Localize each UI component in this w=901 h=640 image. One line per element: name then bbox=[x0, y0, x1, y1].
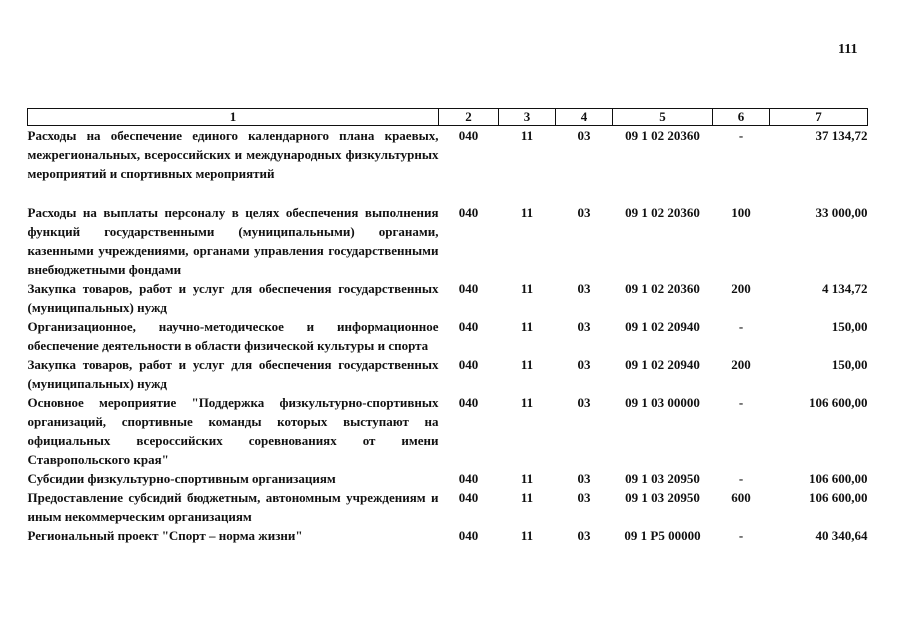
header-row bbox=[28, 109, 868, 126]
row-col-2: 040 bbox=[458, 205, 479, 220]
col-header-7: 7 bbox=[770, 109, 868, 126]
row-col-4: 03 bbox=[577, 395, 591, 410]
row-col-3: 11 bbox=[520, 205, 534, 220]
row-col-6: 100 bbox=[731, 205, 751, 220]
row-amount: 37 134,72 bbox=[815, 128, 868, 143]
table-row bbox=[28, 355, 868, 393]
row-description: Региональный проект "Спорт – норма жизни" bbox=[27, 528, 303, 543]
row-description: Закупка товаров, работ и услуг для обеспечения государственных (муниципальных) нужд bbox=[27, 357, 439, 391]
row-col-4: 03 bbox=[577, 357, 591, 372]
row-amount: 106 600,00 bbox=[809, 395, 868, 410]
row-amount: 40 340,64 bbox=[815, 528, 868, 543]
row-col-6: - bbox=[738, 528, 744, 543]
row-col-5: 09 1 02 20360 bbox=[625, 281, 700, 296]
row-description: Субсидии физкультурно-спортивным организациям bbox=[27, 471, 336, 486]
col-header-3: 3 bbox=[499, 109, 556, 126]
row-col-3: 11 bbox=[520, 357, 534, 372]
row-col-6: 200 bbox=[731, 357, 751, 372]
row-description: Расходы на обеспечение единого календарного плана краевых, межрегиональных, всероссийских и международных физкультурных мероприятий и спортивных мероприятий bbox=[27, 128, 439, 181]
row-col-2: 040 bbox=[458, 128, 479, 143]
row-col-2: 040 bbox=[458, 281, 479, 296]
row-col-3: 11 bbox=[520, 528, 534, 543]
row-col-6: 200 bbox=[731, 281, 751, 296]
table-row bbox=[28, 393, 868, 469]
row-description: Основное мероприятие "Поддержка физкультурно-спортивных организаций, спортивные команды которых выступают на официальных всероссийских соревнованиях от имени Ставропольского края" bbox=[27, 395, 439, 467]
table-row bbox=[28, 488, 868, 526]
row-col-5: 09 1 03 20950 bbox=[625, 471, 700, 486]
row-col-6: 600 bbox=[731, 490, 751, 505]
row-col-5: 09 1 P5 00000 bbox=[624, 528, 701, 543]
row-amount: 106 600,00 bbox=[809, 471, 868, 486]
row-col-4: 03 bbox=[577, 471, 591, 486]
row-col-6: - bbox=[738, 319, 744, 334]
col-header-1: 1 bbox=[28, 109, 439, 126]
table-row bbox=[28, 126, 868, 204]
row-col-2: 040 bbox=[458, 490, 479, 505]
row-col-5: 09 1 02 20360 bbox=[625, 128, 700, 143]
row-col-2: 040 bbox=[458, 528, 479, 543]
col-header-5: 5 bbox=[613, 109, 713, 126]
row-col-5: 09 1 03 00000 bbox=[625, 395, 700, 410]
row-amount: 106 600,00 bbox=[809, 490, 868, 505]
row-col-3: 11 bbox=[520, 319, 534, 334]
row-col-4: 03 bbox=[577, 490, 591, 505]
table-row bbox=[28, 317, 868, 355]
row-col-6: - bbox=[738, 128, 744, 143]
row-col-5: 09 1 03 20950 bbox=[625, 490, 700, 505]
row-col-5: 09 1 02 20940 bbox=[625, 319, 700, 334]
budget-table bbox=[27, 108, 868, 545]
row-col-6: - bbox=[738, 471, 744, 486]
table-row bbox=[28, 469, 868, 488]
row-col-2: 040 bbox=[458, 395, 479, 410]
row-col-3: 11 bbox=[520, 128, 534, 143]
row-col-5: 09 1 02 20940 bbox=[625, 357, 700, 372]
row-col-5: 09 1 02 20360 bbox=[625, 205, 700, 220]
row-col-3: 11 bbox=[520, 490, 534, 505]
page-number: 111 bbox=[838, 42, 858, 57]
row-description: Закупка товаров, работ и услуг для обеспечения государственных (муниципальных) нужд bbox=[27, 281, 439, 315]
row-amount: 4 134,72 bbox=[822, 281, 868, 296]
row-col-2: 040 bbox=[458, 357, 479, 372]
col-header-4: 4 bbox=[556, 109, 613, 126]
row-col-3: 11 bbox=[520, 471, 534, 486]
row-amount: 150,00 bbox=[831, 357, 868, 372]
row-col-3: 11 bbox=[520, 395, 534, 410]
table-row bbox=[28, 279, 868, 317]
row-description: Предоставление субсидий бюджетным, автономным учреждениям и иным некоммерческим организациям bbox=[27, 490, 439, 524]
row-amount: 150,00 bbox=[831, 319, 868, 334]
row-col-3: 11 bbox=[520, 281, 534, 296]
row-col-6: - bbox=[738, 395, 744, 410]
row-amount: 33 000,00 bbox=[815, 205, 868, 220]
row-col-4: 03 bbox=[577, 205, 591, 220]
col-header-6: 6 bbox=[713, 109, 770, 126]
table-row bbox=[28, 203, 868, 279]
row-description: Расходы на выплаты персоналу в целях обеспечения выполнения функций государственными (муниципальными) органами, казенными учреждениями, органами управления государственными внебюджетными фондами bbox=[27, 205, 439, 277]
row-col-4: 03 bbox=[577, 128, 591, 143]
row-col-4: 03 bbox=[577, 281, 591, 296]
row-col-2: 040 bbox=[458, 319, 479, 334]
row-description: Организационное, научно-методическое и информационное обеспечение деятельности в области физической культуры и спорта bbox=[27, 319, 439, 353]
row-col-4: 03 bbox=[577, 528, 591, 543]
table-row bbox=[28, 526, 868, 545]
row-col-2: 040 bbox=[458, 471, 479, 486]
row-col-4: 03 bbox=[577, 319, 591, 334]
col-header-2: 2 bbox=[439, 109, 499, 126]
